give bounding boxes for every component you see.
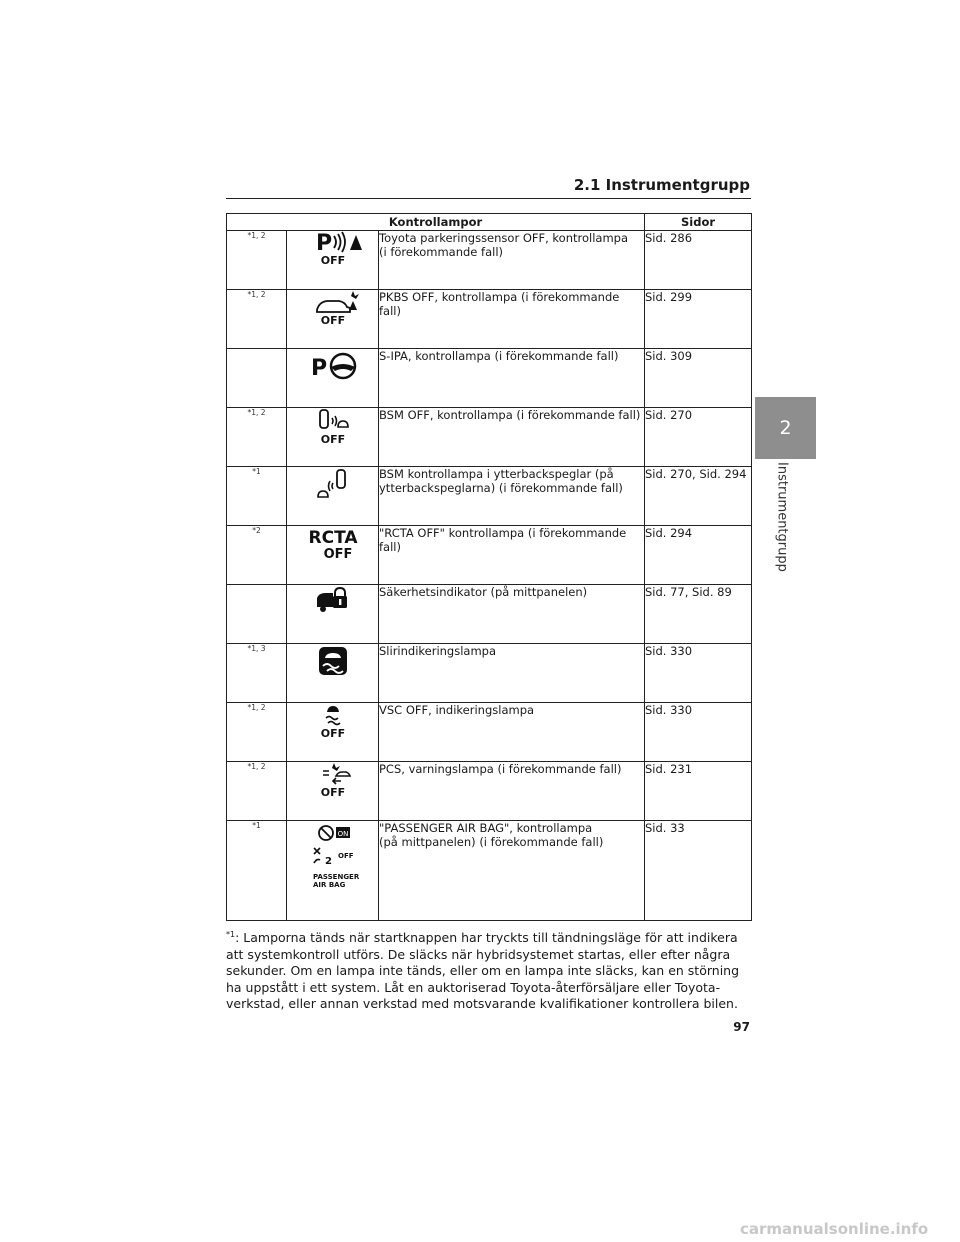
table-row — [227, 290, 752, 349]
page-ref: Sid. 33 — [645, 821, 752, 921]
header-rule — [226, 198, 751, 199]
section-title: 2.1 Instrumentgrupp — [573, 176, 750, 194]
note-cell: *1, 2 — [227, 703, 287, 762]
svg-text:2: 2 — [324, 856, 332, 867]
table-row — [227, 408, 752, 467]
page-ref: Sid. 77, Sid. 89 — [645, 585, 752, 644]
svg-text:OFF: OFF — [320, 314, 345, 326]
svg-text:RCTA: RCTA — [308, 528, 357, 548]
rcta-off-icon — [298, 526, 368, 560]
footnote — [226, 930, 756, 1013]
s-ipa-icon — [303, 349, 363, 383]
description: PCS, varningslampa (i förekommande fall) — [379, 762, 622, 776]
page-ref: Sid. 286 — [645, 231, 752, 290]
footnote-text: : Lamporna tänds när startknappen har tryckts till tändningsläge för att indikera att systemkontroll utförs. De släcks när hybridsystemet startas, eller efter några sekunder. Om en lampa inte tänds, eller om en lampa inte släcks, kan en störning ha uppstått i ett system. Låt en auktoriserad Toyota-återförsäljare eller Toyota-verkstad, eller annan verkstad med motsvarande kvalifikationer kontrollera bilen. — [226, 930, 740, 1012]
security-indicator-icon — [303, 585, 363, 615]
svg-text:OFF: OFF — [320, 433, 345, 446]
vsc-off-icon — [303, 703, 363, 739]
note-cell: *1, 2 — [227, 231, 287, 290]
pkbs-off-icon — [303, 290, 363, 326]
page-ref: Sid. 330 — [645, 703, 752, 762]
note-cell — [227, 349, 287, 408]
table-row — [227, 585, 752, 644]
svg-text:P: P — [315, 231, 332, 256]
page-number: 97 — [733, 1020, 750, 1034]
description: S-IPA, kontrollampa (i förekommande fall) — [379, 349, 619, 363]
footnote-mark: *1 — [226, 930, 236, 939]
description: Säkerhetsindikator (på mittpanelen) — [379, 585, 588, 599]
description: BSM OFF, kontrollampa (i förekommande fall) — [379, 408, 641, 422]
description: Slirindikeringslampa — [379, 644, 497, 658]
note-cell: *1, 3 — [227, 644, 287, 703]
description: "PASSENGER AIR BAG", kontrollampa (på mittpanelen) (i förekommande fall) — [379, 821, 604, 850]
table-row — [227, 644, 752, 703]
table-row — [227, 821, 752, 921]
watermark-text: carmanualsonline.info — [740, 1220, 929, 1238]
svg-text:AIR BAG: AIR BAG — [312, 881, 345, 889]
table-row — [227, 349, 752, 408]
note-cell: *1 — [227, 821, 287, 921]
note-cell — [227, 585, 287, 644]
note-cell: *1, 2 — [227, 762, 287, 821]
note-cell: *1, 2 — [227, 408, 287, 467]
page-ref: Sid. 294 — [645, 526, 752, 585]
table-row — [227, 231, 752, 290]
page-ref: Sid. 299 — [645, 290, 752, 349]
note-cell: *2 — [227, 526, 287, 585]
bsm-mirror-icon — [303, 467, 363, 503]
svg-text:ON: ON — [337, 830, 348, 838]
svg-text:OFF: OFF — [323, 547, 352, 560]
description: BSM kontrollampa i ytterbackspeglar (på ytterbackspeglarna) (i förekommande fall) — [379, 467, 623, 496]
page-ref: Sid. 270 — [645, 408, 752, 467]
svg-text:OFF: OFF — [320, 786, 345, 798]
svg-text:OFF: OFF — [320, 727, 345, 739]
table-row — [227, 467, 752, 526]
page-ref: Sid. 231 — [645, 762, 752, 821]
pcs-warning-icon — [303, 762, 363, 798]
svg-text:PASSENGER: PASSENGER — [312, 873, 359, 881]
column-header-pages: Sidor — [645, 214, 752, 231]
description: VSC OFF, indikeringslampa — [379, 703, 535, 717]
chapter-tab[interactable] — [755, 397, 816, 459]
page-ref: Sid. 270, Sid. 294 — [645, 467, 752, 526]
svg-text:OFF: OFF — [337, 852, 354, 860]
svg-text:P: P — [310, 356, 327, 381]
page-ref: Sid. 330 — [645, 644, 752, 703]
table-row — [227, 703, 752, 762]
passenger-airbag-icon — [298, 821, 368, 897]
parking-sensor-off-icon — [303, 231, 363, 265]
page-ref: Sid. 309 — [645, 349, 752, 408]
indicator-table — [226, 213, 752, 921]
bsm-off-icon — [303, 408, 363, 446]
description: Toyota parkeringssensor OFF, kontrollampa (i förekommande fall) — [379, 231, 629, 260]
svg-text:OFF: OFF — [320, 254, 345, 265]
chapter-label: Instrumentgrupp — [774, 462, 790, 572]
slip-indicator-icon — [303, 644, 363, 678]
chapter-number: 2 — [779, 417, 792, 439]
column-header-lamps: Kontrollampor — [227, 214, 645, 231]
note-cell: *1 — [227, 467, 287, 526]
table-row — [227, 762, 752, 821]
description: "RCTA OFF" kontrollampa (i förekommande fall) — [379, 526, 627, 555]
table-row — [227, 526, 752, 585]
description: PKBS OFF, kontrollampa (i förekommande fall) — [379, 290, 620, 319]
note-cell: *1, 2 — [227, 290, 287, 349]
